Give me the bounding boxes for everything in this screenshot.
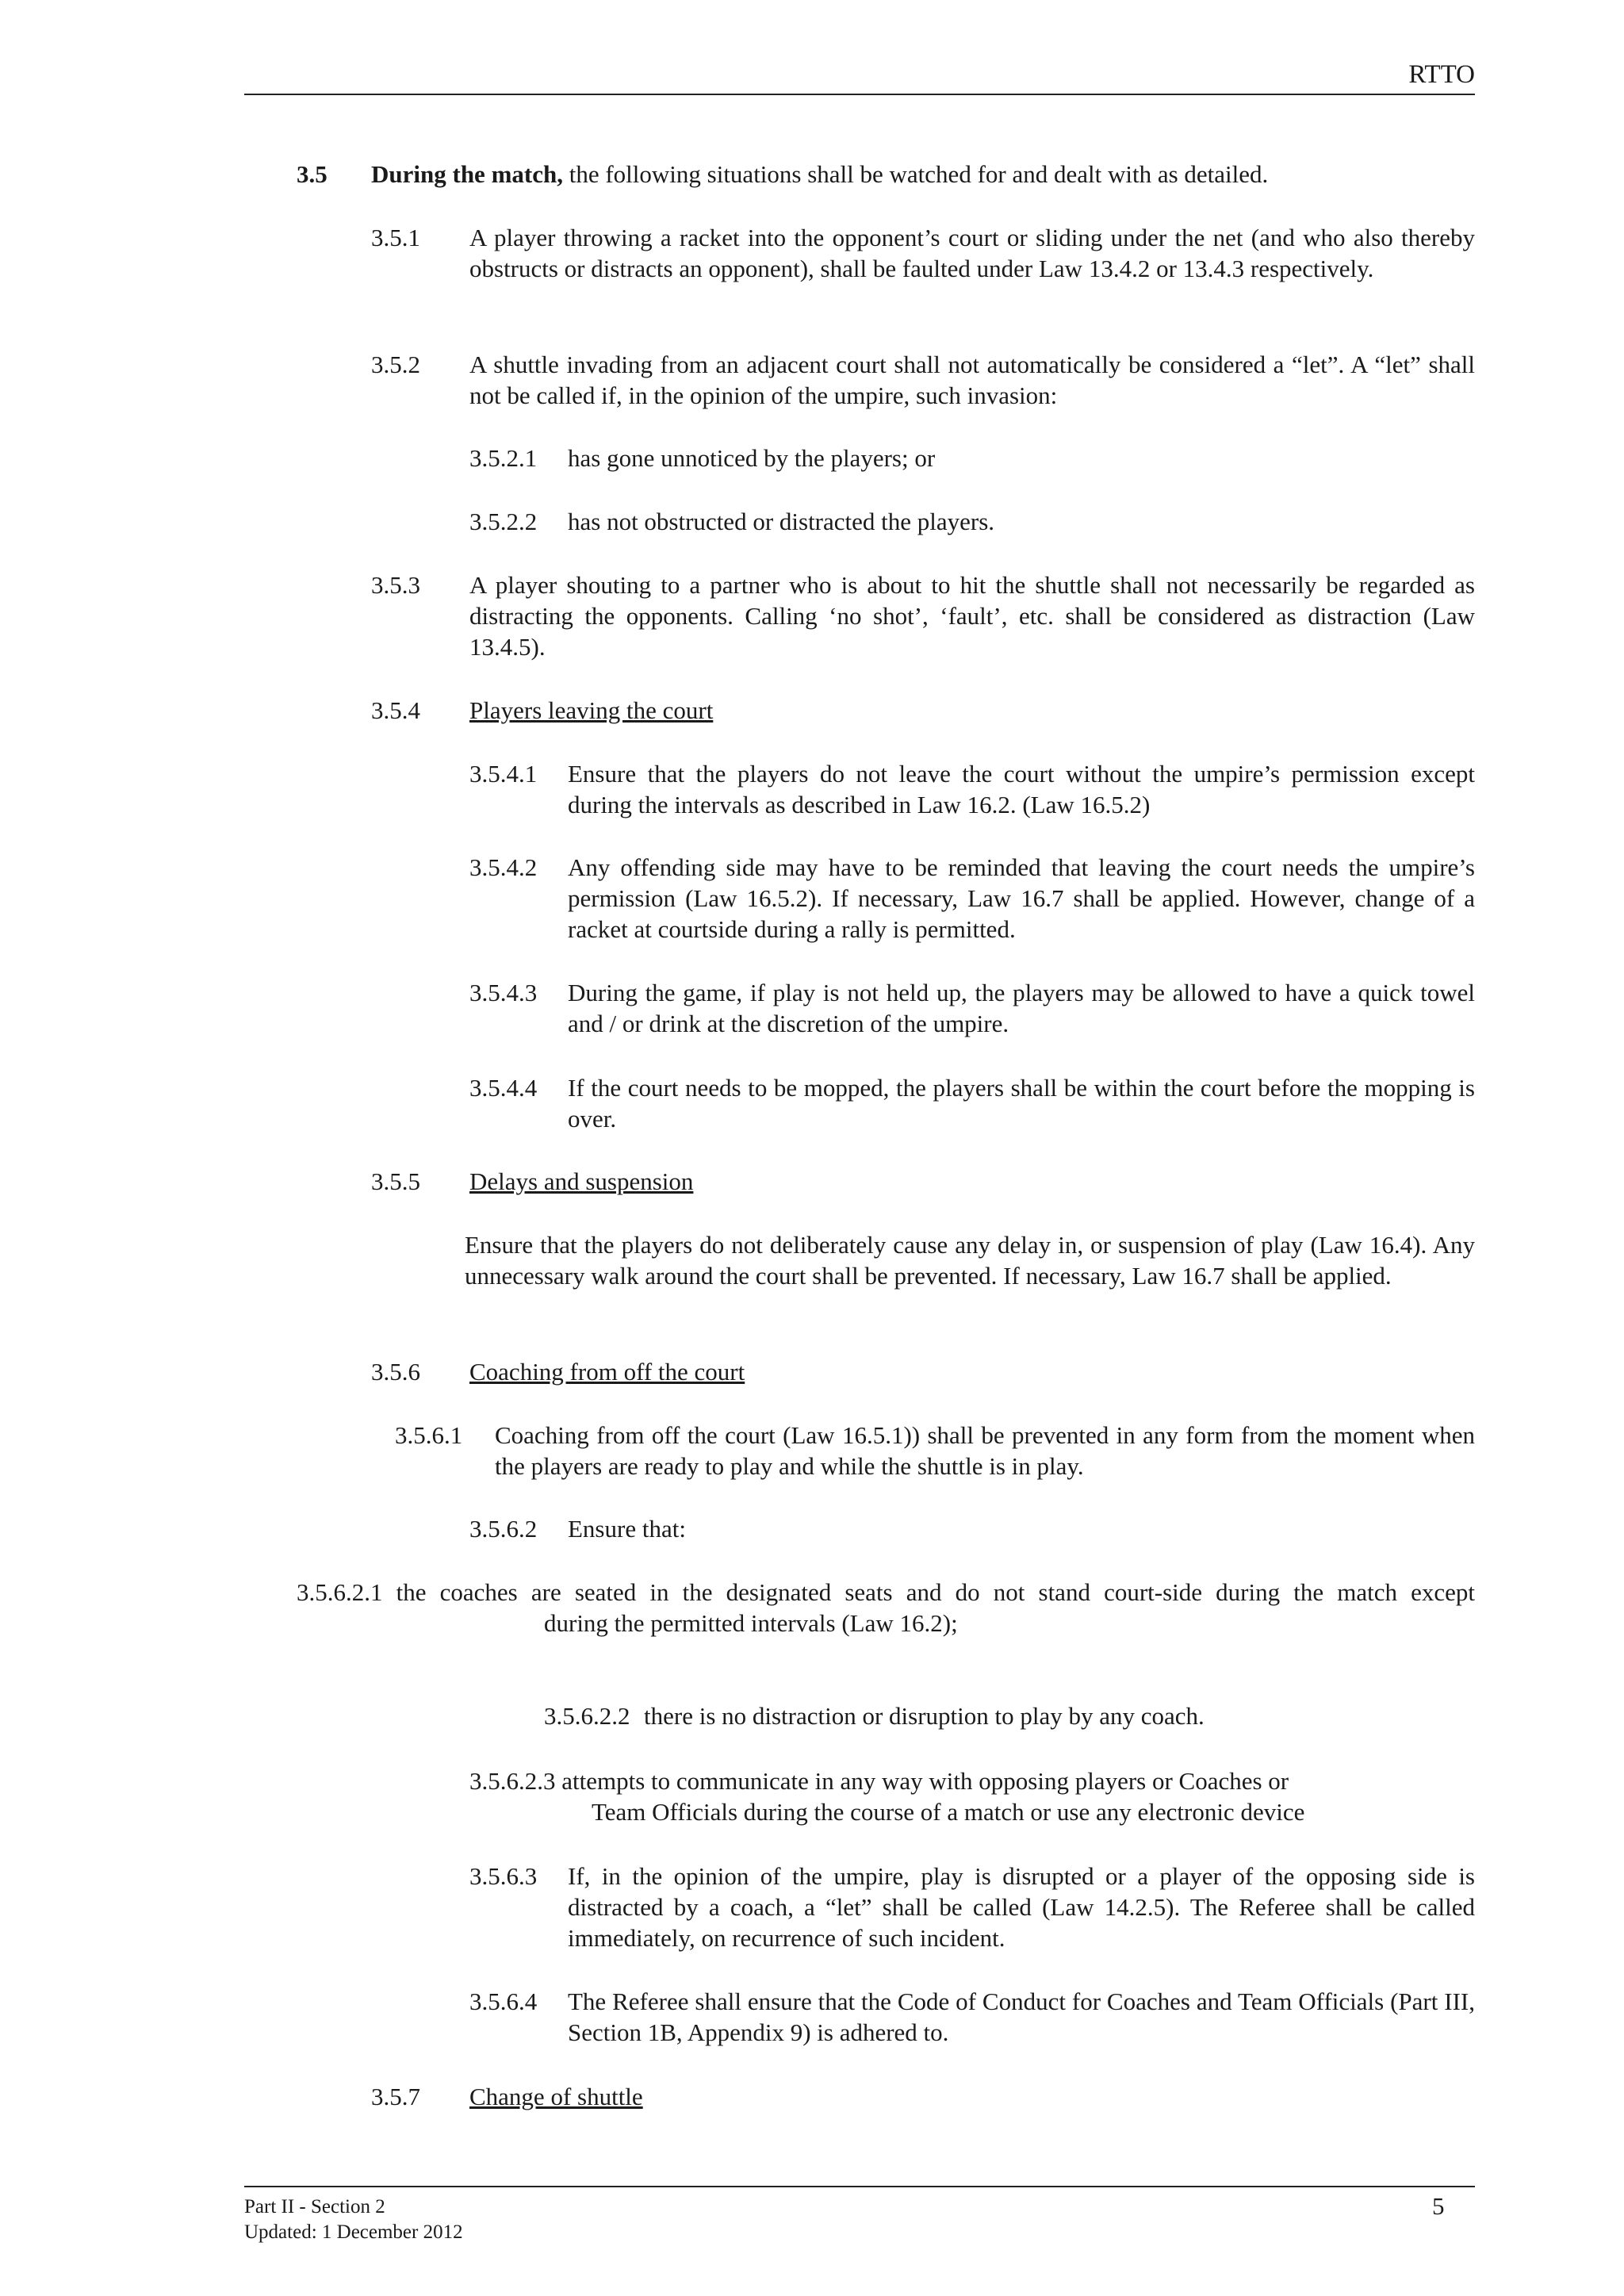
item-number: 3.5.3: [371, 571, 420, 599]
item-text: Ensure that:: [568, 1515, 686, 1543]
item-text: during the permitted intervals (Law 16.2);: [544, 1609, 958, 1637]
item-text: A shuttle invading from an adjacent court shall not automatically be considered a “let”. A “let” shall not be called if, in the opinion of the umpire, such invasion:: [469, 351, 1475, 409]
item-number: 3.5.4.2: [469, 853, 538, 881]
item-number: 3.5.1: [371, 224, 420, 251]
item-text: there is no distraction or disruption to play by any coach.: [644, 1702, 1205, 1730]
item-number: 3.5.4: [371, 696, 420, 724]
paragraph: Ensure that the players do not deliberately cause any delay in, or suspension of play (Law 16.4). Any unnecessary walk around the court shall be prevented. If necessary, Law 16.7 shall be applied.: [465, 1231, 1475, 1290]
footer-section: Part II - Section 2: [244, 2196, 385, 2217]
item-number: 3.5.4.4: [469, 1074, 538, 1102]
item-text: Ensure that the players do not leave the court without the umpire’s permission except during the intervals as described in Law 16.2. (Law 16.5.2): [568, 760, 1475, 818]
item-number: 3.5.4.1: [469, 760, 538, 788]
subheading: Delays and suspension: [469, 1167, 694, 1195]
section-intro: the following situations shall be watched for and dealt with as detailed.: [562, 160, 1269, 188]
item-number: 3.5.2.2: [469, 508, 538, 535]
item-number: 3.5.6.2.2: [544, 1702, 630, 1730]
page-header: [244, 56, 1475, 95]
item-number: 3.5.6: [371, 1358, 420, 1386]
item-number: 3.5.6.2: [469, 1515, 538, 1543]
item-text: If, in the opinion of the umpire, play is disrupted or a player of the opposing side is distracted by a coach, a “let” shall be called (Law 14.2.5). The Referee shall be called immediately, on recurrence of such incident.: [568, 1862, 1475, 1952]
item-text: Coaching from off the court (Law 16.5.1)) shall be prevented in any form from the moment when the players are ready to play and while the shuttle is in play.: [495, 1421, 1475, 1480]
item-text: The Referee shall ensure that the Code of Conduct for Coaches and Team Officials (Part III, Section 1B, Appendix 9) is adhered to.: [568, 1987, 1475, 2046]
section-number: 3.5: [297, 160, 327, 188]
subheading: Coaching from off the court: [469, 1358, 745, 1386]
item-text: 3.5.6.2.1 the coaches are seated in the designated seats and do not stand court-side during the match except: [297, 1578, 1475, 1606]
page-number: 5: [1432, 2192, 1445, 2220]
item-number: 3.5.2.1: [469, 444, 538, 472]
item-text: During the game, if play is not held up, the players may be allowed to have a quick towel and / or drink at the discretion of the umpire.: [568, 979, 1475, 1037]
item-text: A player shouting to a partner who is about to hit the shuttle shall not necessarily be regarded as distracting the opponents. Calling ‘no shot’, ‘fault’, etc. shall be considered as distraction (Law 13.4.5).: [469, 571, 1475, 661]
item-number: 3.5.6.4: [469, 1987, 538, 2015]
item-text: If the court needs to be mopped, the players shall be within the court before the mopping is over.: [568, 1074, 1475, 1133]
header-title: RTTO: [1408, 60, 1475, 89]
item-text: Team Officials during the course of a match or use any electronic device: [592, 1798, 1305, 1826]
item-number: 3.5.2: [371, 351, 420, 378]
item-text: Any offending side may have to be reminded that leaving the court needs the umpire’s permission (Law 16.5.2). If necessary, Law 16.7 shall be applied. However, change of a racket at courtside during a rally is permitted.: [568, 853, 1475, 943]
section-heading: [371, 159, 1475, 190]
item-text: has gone unnoticed by the players; or: [568, 444, 936, 472]
footer-updated: Updated: 1 December 2012: [244, 2221, 463, 2243]
item-number: 3.5.6.1: [395, 1421, 463, 1449]
section-title: During the match,: [371, 160, 563, 188]
subheading: Players leaving the court: [469, 696, 714, 724]
item-text: 3.5.6.2.3 attempts to communicate in any way with opposing players or Coaches or: [469, 1767, 1289, 1795]
item-number: 3.5.4.3: [469, 979, 538, 1006]
item-number: 3.5.5: [371, 1167, 420, 1195]
item-text: has not obstructed or distracted the players.: [568, 508, 995, 535]
footer-rule: [244, 2186, 1475, 2187]
item-number: 3.5.6.3: [469, 1862, 538, 1890]
item-text: A player throwing a racket into the opponent’s court or sliding under the net (and who also thereby obstructs or distracts an opponent), shall be faulted under Law 13.4.2 or 13.4.3 respectively.: [469, 224, 1475, 282]
item-number: 3.5.7: [371, 2083, 420, 2110]
subheading: Change of shuttle: [469, 2083, 643, 2110]
